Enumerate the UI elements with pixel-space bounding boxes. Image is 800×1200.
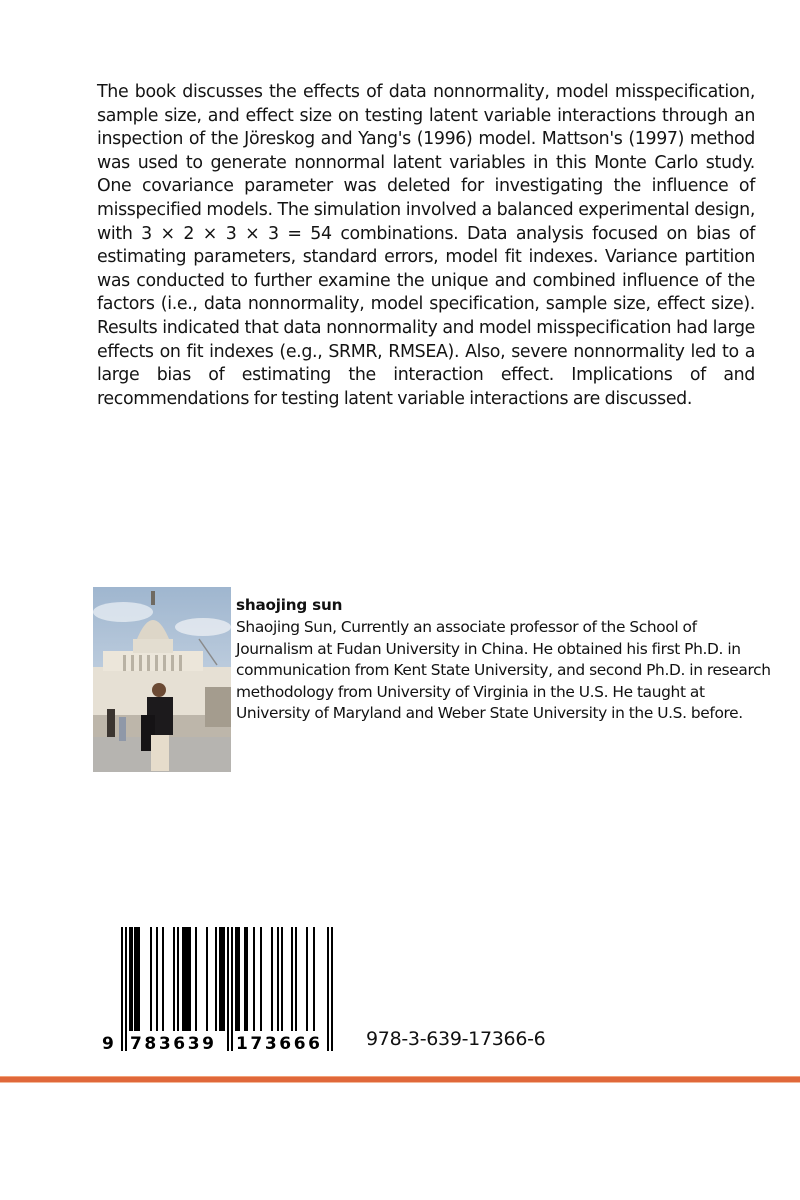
author-bio: Shaojing Sun, Currently an associate professor of the School of Journalism at Fudan University in China. He obtained his first Ph.D. in communication from Kent State University, and second Ph.D. in research methodology from University of Virginia in the U.S. He taught at University of Maryland and Weber State University in the U.S. before.	[236, 618, 771, 723]
svg-text:173666: 173666	[236, 1034, 323, 1054]
accent-divider	[0, 1076, 800, 1083]
barcode-icon	[100, 925, 350, 1055]
author-name: shaojing sun	[236, 596, 343, 614]
capitol-photo-icon	[93, 587, 231, 772]
author-section	[93, 587, 773, 773]
book-description: The book discusses the effects of data nonnormality, model misspecification, sample size, and effect size on testing latent variable interactions through an inspection of the Jöreskog and Yang's (1996) model. Mattson's (1997) method was used to generate nonnormal latent variables in this Monte Carlo study. One covariance parameter was deleted for investigating the influence of misspecified models. The simulation involved a balanced experimental design, with 3 × 2 × 3 × 3 = 54 combinations. Data analysis focused on bias of estimating parameters, standard errors, model fit indexes. Variance partition was conducted to further examine the unique and combined influence of the factors (i.e., data nonnormality, model specification, sample size, effect size). Results indicated that data nonnormality and model misspecification had large effects on fit indexes (e.g., SRMR, RMSEA). Also, severe nonnormality led to a large bias of estimating the interaction effect. Implications of and recommendations for testing latent variable interactions are discussed.	[97, 82, 755, 409]
svg-text:9: 9	[102, 1034, 114, 1054]
svg-text:783639: 783639	[130, 1034, 217, 1054]
isbn-number: 978-3-639-17366-6	[366, 1028, 546, 1050]
author-photo	[93, 587, 231, 772]
isbn-barcode	[100, 925, 350, 1055]
